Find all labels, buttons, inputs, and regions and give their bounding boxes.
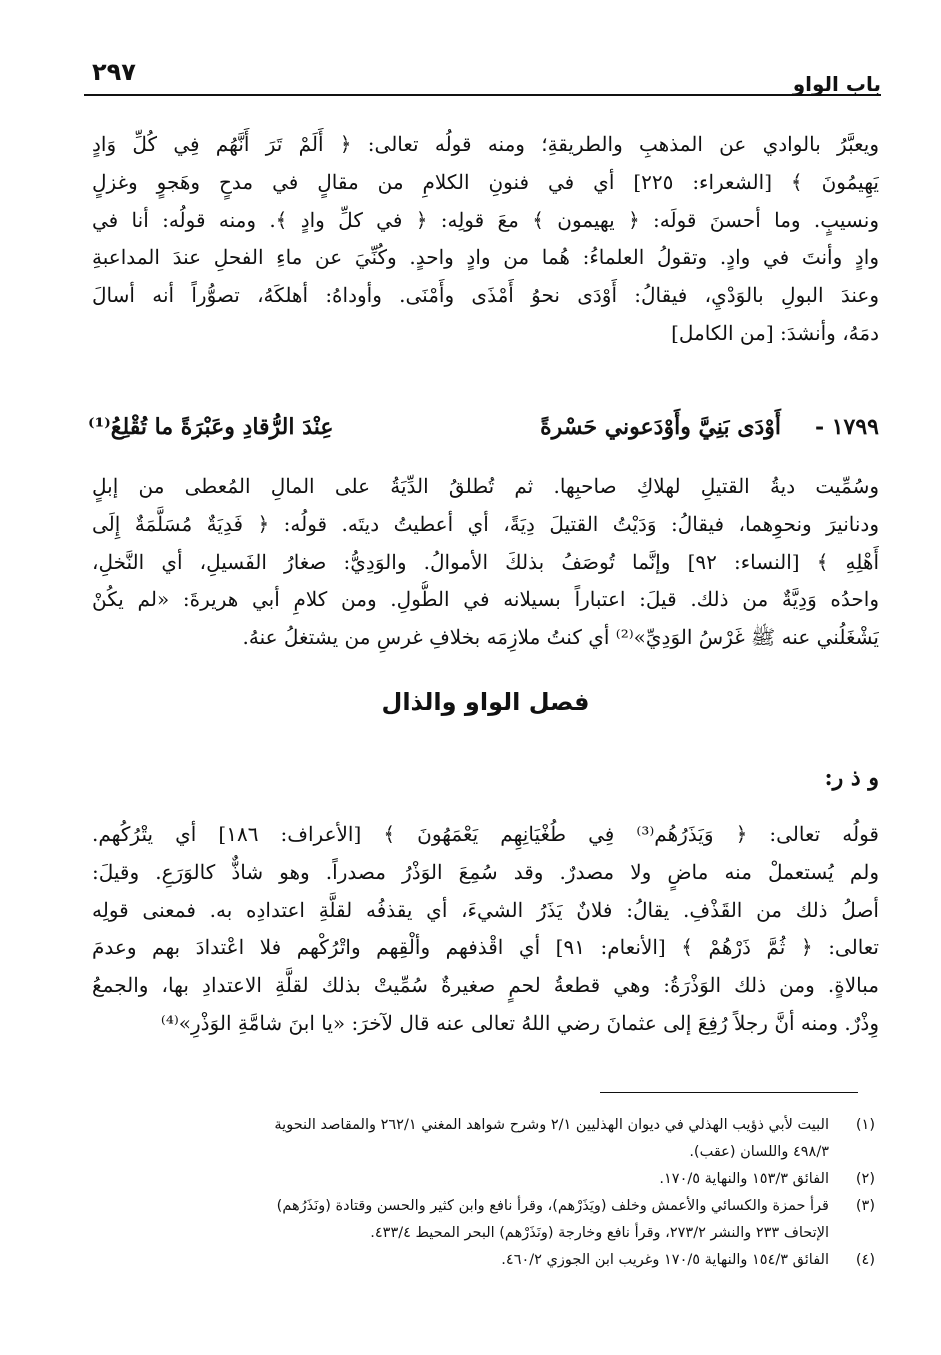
footnote-line: الفائق ١٥٤/٣ والنهاية ١٧٠/٥ وغريب ابن الجوزي ٤٦٠/٢. xyxy=(501,1252,829,1268)
text-line: أَهْلِهِ ﴾ [النساء: ٩٢] وإنَّما تُوصَفُ بذلكَ الأموالُ. والوَدِيُّ: صغارُ الفَسيلِ، أي النَّخلِ، xyxy=(92,549,879,574)
chapter-name: باب الواو xyxy=(792,72,881,96)
footnote xyxy=(106,1193,875,1247)
text-line: أصلُ ذلك من القَذْفِ. يقالُ: فلانٌ يَذَرُ الشيءَ، أي يقذفُه لقلَّةِ اعتدادِه به. فمعنى قولِه xyxy=(92,897,879,922)
paragraph-diya xyxy=(92,468,879,657)
footnote-line: الفائق ١٥٣/٣ والنهاية ١٧٠/٥. xyxy=(659,1171,829,1187)
text-line: وادٍ وأنتَ في وادٍ. وتقولُ العلماءُ: هُما من وادٍ واحدٍ. وكُنِّيَ عن ماءِ الفحلِ عندَ المداعبةِ xyxy=(92,245,879,270)
footnote-line: ٤٩٨/٣ واللسان (عقب). xyxy=(689,1144,829,1160)
page-number: ٢٩٧ xyxy=(92,58,136,86)
running-header xyxy=(84,58,881,96)
text-line: وعندَ البولِ بالوَدْيِ، فيقالُ: أَوْدَى نحوُ أَمْذَى وأَمْنَى. وأوداهُ: أهلكَهُ، تصوُّراً أنه أسالَ xyxy=(92,283,879,308)
verse-second-hemistich: عِنْدَ الرُّقادِ وعَبْرَةً ما تُقْلِعُ⁽¹⁾ xyxy=(88,414,334,440)
text-line: مبالاةٍ. ومن ذلك الوَذْرَةُ: وهي قطعةُ لحمٍ صغيرةٌ سُمِّيتْ بذلك لقلَّةِ الاعتدادِ بها، والجمعُ xyxy=(92,973,879,998)
footnote xyxy=(106,1247,875,1274)
text-line: يَشْغَلُني عنه ﷺ غَرْسُ الوَدِيِّ»⁽²⁾ أي كنتُ ملازِمَه بخلافِ غرسِ من يشتغلُ عنهُ. xyxy=(242,625,879,650)
entry-heading: و ذ ر: xyxy=(824,765,879,791)
text-line: دمَهُ، وأنشدَ: [من الكامل] xyxy=(671,320,879,345)
footnote xyxy=(106,1166,875,1193)
text-line: ونسيبٍ. وما أحسنَ قولَه: ﴿ يهيمون ﴾ معَ قولِه: ﴿ في كلِّ وادٍ ﴾. ومنه قولُه: أنا في xyxy=(92,207,879,232)
text-line: ولم يُستعملْ منه ماضٍ ولا مصدرٌ. وقد سُمِعَ الوَذْرُ مصدراً. وهو شاذٌّ كالوَرَعِ. وقيلَ: xyxy=(92,859,879,884)
text-line: ودنانيرَ ونحوِهما، فيقالُ: وَدَيْتُ القتيلَ دِيَةً، أي أعطيتُ ديتَه. قولُه: ﴿ فَدِيَةٌ مُسَلَّمَةٌ إِلَى xyxy=(92,511,879,536)
text-line: يَهِيمُونَ ﴾ [الشعراء: ٢٢٥] أي في فنونِ الكلامِ من مقالٍ في مدحٍ وهَجوٍ وغزلٍ xyxy=(92,169,879,194)
text-line: قولُه تعالى: ﴿ وَيَذَرُهُم⁽³⁾ فِي طُغْيَانِهِم يَعْمَهُونَ ﴾ [الأعراف: ١٨٦] أي يتْرُكُهم. xyxy=(92,822,879,846)
verse-number: ١٧٩٩ - xyxy=(814,414,879,440)
footnote-divider xyxy=(600,1092,858,1093)
footnote-line: البيت لأبي ذؤيب الهذلي في ديوان الهذليين ٢/١ وشرح شواهد المغني ٢٦٢/١ والمقاصد النحوية xyxy=(274,1117,829,1133)
footnote-marker: (١) xyxy=(855,1117,875,1133)
footnote-marker: (٢) xyxy=(855,1171,875,1187)
text-line: وِذْرٌ. ومنه أنَّ رجلاً رُفِعَ إلى عثمانَ رضي اللهُ تعالى عنه قال لآخرَ: «يا ابنَ شامَّةِ الوَذْرِ»⁽⁴⁾ xyxy=(160,1010,879,1035)
paragraph-wadhar xyxy=(92,816,879,1043)
footnotes xyxy=(106,1112,875,1274)
text-line: واحدُه وَدِيَّةٌ من ذلك. قيلَ: اعتباراً بسيلانه في الطُّولِ. ومن كلامِ أبي هريرةَ: «لم يكُنْ xyxy=(92,587,879,612)
footnote xyxy=(106,1112,875,1166)
footnote-marker: (٣) xyxy=(855,1198,875,1214)
text-line: تعالى: ﴿ ثُمَّ ذَرْهُمْ ﴾ [الأنعام: ٩١] أي اقْذفهم وألْقِهم واتْرُكْهم فلا اعْتدادَ بهم وعدمَ xyxy=(92,935,879,960)
paragraph-wadi xyxy=(92,126,879,353)
section-title: فصل الواو والذال xyxy=(381,688,590,716)
text-line: ويعبَّرُ بالوادي عن المذهبِ والطريقةِ؛ ومنه قولُه تعالى: ﴿ أَلَمْ تَرَ أَنَّهُم فِي كُلِّ وَادٍ xyxy=(92,132,879,156)
footnote-line: قرأ حمزة والكسائي والأعمش وخلف (ويَذَرْهم)، وقرأ نافع وابن كثير والحسن وقتادة (ونَذَرُهم) xyxy=(276,1198,829,1214)
footnote-line: الإتحاف ٢٣٣ والنشر ٢٧٣/٢، وقرأ نافع وخارجة (ونَذَرْهم) البحر المحيط ٤٣٣/٤. xyxy=(370,1225,829,1241)
footnote-marker: (٤) xyxy=(855,1252,875,1268)
text-line: وسُمِّيت ديةُ القتيلِ لهلاكِ صاحبِها. ثم تُطلقُ الدِّيَةُ على المالِ المُعطى من إبلٍ xyxy=(92,474,879,498)
header-divider xyxy=(84,94,881,96)
verse-first-hemistich: أَوْدَى بَنِيَّ وأَوْدَعوني حَسْرةً xyxy=(540,414,781,440)
